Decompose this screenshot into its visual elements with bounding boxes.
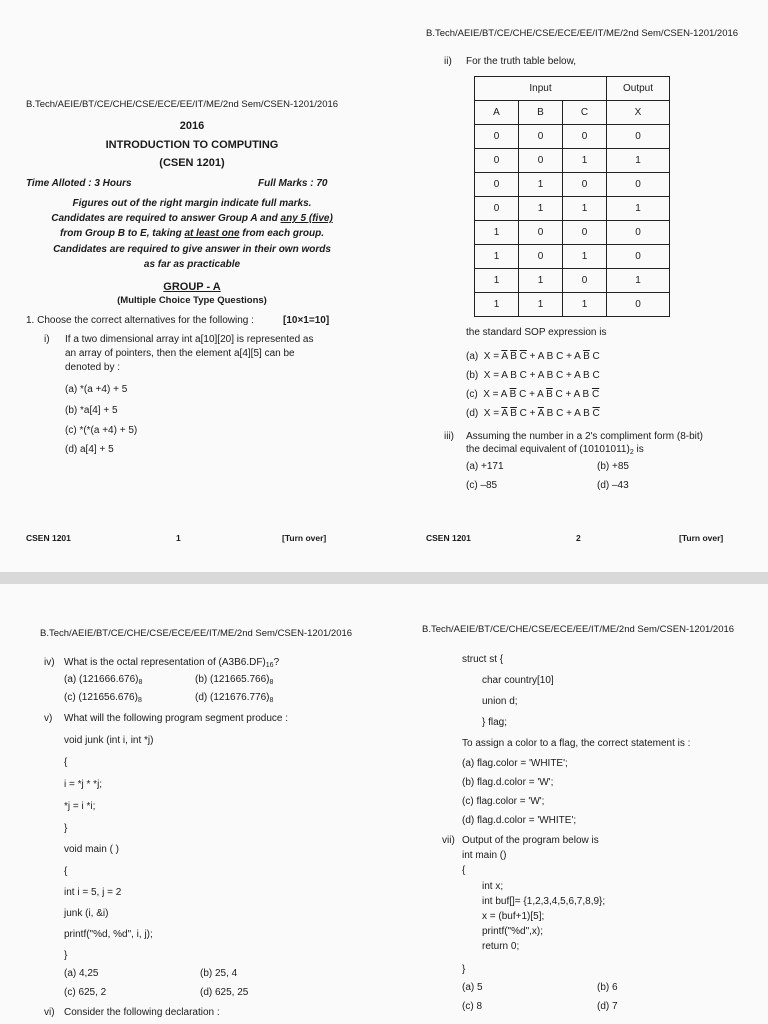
code-line: int i = 5, j = 2	[64, 887, 122, 898]
page-header: B.Tech/AEIE/BT/CE/CHE/CSE/ECE/EE/IT/ME/2nd Sem/CSEN-1201/2016	[26, 99, 339, 110]
footer-turn-over: [Turn over]	[282, 533, 327, 543]
exam-page-1	[0, 0, 384, 572]
exam-page-2	[384, 0, 768, 572]
option-d: (d) a[4] + 5	[65, 444, 114, 455]
table-header: Input	[475, 77, 607, 101]
exam-title: INTRODUCTION TO COMPUTING	[105, 139, 279, 151]
table-row	[475, 77, 670, 101]
course-code: (CSEN 1201)	[159, 157, 225, 169]
table-cell: 1	[563, 197, 607, 221]
option-d: (d) 625, 25	[200, 987, 249, 998]
code-line: {	[64, 757, 68, 768]
table-cell: 0	[563, 173, 607, 197]
table-cell: 1	[563, 149, 607, 173]
table-cell: 0	[475, 173, 519, 197]
code-line: printf("%d",x);	[482, 926, 544, 937]
footer-page-number: 1	[176, 533, 181, 543]
table-cell: 1	[475, 269, 519, 293]
table-row	[475, 149, 670, 173]
question-text: If a two dimensional array int a[10][20] is represented as	[65, 334, 314, 345]
question-number: ii)	[444, 56, 452, 67]
option-b: (b) $(121665.766)_8$	[195, 674, 274, 686]
option-b: (b) X = A B C + A B C + A B C	[466, 370, 600, 381]
table-header: Output	[607, 77, 670, 101]
table-cell: 0	[607, 173, 670, 197]
question-1: 1. Choose the correct alternatives for the following :	[26, 315, 254, 326]
question-number: iv)	[44, 657, 55, 668]
code-line: union d;	[482, 696, 518, 707]
instruction-5: as far as practicable	[143, 259, 241, 270]
time-allotted: Time Alloted : 3 Hours	[26, 178, 132, 189]
table-row	[475, 221, 670, 245]
option-c: (c) X = A $\overline{B}$ C + A $\overline{B}$ C + A B $\overline{C}$	[466, 389, 600, 400]
code-line: void junk (int i, int *j)	[64, 735, 154, 746]
table-cell: 1	[475, 221, 519, 245]
table-row	[475, 245, 670, 269]
table-cell: 1	[519, 293, 563, 317]
code-line: *j = i *i;	[64, 801, 96, 812]
code-line: void main ( )	[64, 844, 120, 855]
option-a: (a) *(a +4) + 5	[65, 384, 128, 395]
footer-page-number: 2	[576, 533, 581, 543]
question-text: Output of the program below is	[462, 835, 599, 846]
option-b: (b) flag.d.color = 'W';	[462, 777, 554, 788]
page-header: B.Tech/AEIE/BT/CE/CHE/CSE/ECE/EE/IT/ME/2nd Sem/CSEN-1201/2016	[422, 624, 735, 635]
code-line: int main ()	[462, 850, 507, 861]
table-cell: 0	[607, 221, 670, 245]
question-text: For the truth table below,	[466, 56, 577, 67]
instruction-3: from Group B to E, taking at least one from each group.	[60, 228, 324, 239]
option-d: (d) $(121676.776)_8$	[195, 692, 274, 704]
table-row	[475, 269, 670, 293]
question-text: an array of pointers, then the element a[4][5] can be	[65, 348, 295, 359]
exam-year: 2016	[179, 120, 205, 132]
question-1-marks: [10×1=10]	[283, 315, 330, 326]
sop-prompt: the standard SOP expression is	[466, 327, 607, 338]
table-cell: 0	[475, 149, 519, 173]
table-cell: 1	[563, 293, 607, 317]
option-a: (a) flag.color = 'WHITE';	[462, 758, 568, 769]
group-heading: GROUP - A	[163, 281, 221, 293]
instruction-2: Candidates are required to answer Group A and any 5 (five)	[51, 213, 333, 224]
page-header: B.Tech/AEIE/BT/CE/CHE/CSE/ECE/EE/IT/ME/2nd Sem/CSEN-1201/2016	[40, 628, 353, 639]
table-cell: 0	[519, 245, 563, 269]
question-text: To assign a color to a flag, the correct statement is :	[462, 738, 691, 749]
table-cell: 0	[607, 245, 670, 269]
table-cell: 0	[519, 125, 563, 149]
footer-code: CSEN 1201	[26, 533, 71, 543]
table-cell: 1	[563, 245, 607, 269]
code-line: return 0;	[482, 941, 520, 952]
option-c: (c) *(*(a +4) + 5)	[65, 425, 138, 436]
table-cell: 0	[519, 221, 563, 245]
column-header: A	[475, 101, 519, 125]
column-header: B	[519, 101, 563, 125]
code-line: }	[64, 823, 68, 834]
question-text: Assuming the number in a 2's compliment form (8-bit)	[466, 431, 703, 442]
option-d: (d) 7	[597, 1001, 618, 1012]
table-cell: 1	[475, 245, 519, 269]
code-line: int x;	[482, 881, 504, 892]
code-line: {	[462, 865, 466, 876]
option-b: (b) 6	[597, 982, 618, 993]
code-line: }	[462, 964, 466, 975]
footer-turn-over: [Turn over]	[679, 533, 724, 543]
option-c: (c) $(121656.676)_8$	[64, 692, 142, 704]
truth-table	[474, 76, 670, 317]
option-c: (c) 625, 2	[64, 987, 107, 998]
table-cell: 0	[563, 269, 607, 293]
table-cell: 0	[563, 221, 607, 245]
question-number: vi)	[44, 1007, 55, 1018]
question-number: v)	[44, 713, 53, 724]
table-cell: 0	[475, 125, 519, 149]
option-c: (c) 8	[462, 1001, 482, 1012]
option-d: (d) flag.d.color = 'WHITE';	[462, 815, 577, 826]
option-c: (c) flag.color = 'W';	[462, 796, 545, 807]
instruction-1: Figures out of the right margin indicate full marks.	[72, 198, 312, 209]
instruction-4: Candidates are required to give answer in their own words	[53, 244, 331, 255]
code-line: junk (i, &i)	[64, 908, 109, 919]
table-cell: 1	[607, 269, 670, 293]
table-cell: 0	[475, 197, 519, 221]
option-a: (a) $X = \overline{A}$ $\overline{B}$ $\overline{C} + A$ B C + A $\overline{B}$ C	[466, 351, 600, 362]
page-header: B.Tech/AEIE/BT/CE/CHE/CSE/ECE/EE/IT/ME/2nd Sem/CSEN-1201/2016	[426, 28, 739, 39]
option-d: (d) –43	[597, 480, 629, 491]
question-text: What is the octal representation of $(A3B6.DF)_{16}$?	[64, 657, 280, 669]
code-line: int buf[]= {1,2,3,4,5,6,7,8,9};	[482, 896, 606, 907]
option-a: (a) 4,25	[64, 968, 99, 979]
table-cell: 1	[475, 293, 519, 317]
table-row	[475, 101, 670, 125]
table-cell: 0	[563, 125, 607, 149]
option-a: (a) +171	[466, 461, 504, 472]
code-line: printf("%d, %d", i, j);	[64, 929, 153, 940]
table-cell: 1	[607, 149, 670, 173]
column-header: C	[563, 101, 607, 125]
full-marks: Full Marks : 70	[258, 178, 328, 189]
question-text: Consider the following declaration :	[64, 1007, 220, 1018]
exam-page-4	[384, 584, 768, 1024]
code-line: i = *j * *j;	[64, 779, 103, 790]
table-cell: 0	[607, 125, 670, 149]
question-text: the decimal equivalent of $(10101011)_2$ is	[466, 444, 644, 456]
table-cell: 1	[519, 269, 563, 293]
question-text: What will the following program segment produce :	[64, 713, 288, 724]
code-line: x = (buf+1)[5];	[482, 911, 545, 922]
option-c: (c) –85	[466, 480, 498, 491]
table-cell: 1	[519, 173, 563, 197]
footer-code: CSEN 1201	[426, 533, 471, 543]
option-b: (b) 25, 4	[200, 968, 238, 979]
question-number: iii)	[444, 431, 454, 442]
option-d: (d) $X = \overline{A}$ $\overline{B}$ $C + \overline{A}$ B C + A B $\overline{C}$	[466, 408, 600, 419]
table-cell: 0	[607, 293, 670, 317]
table-row	[475, 173, 670, 197]
code-line: {	[64, 866, 68, 877]
table-cell: 1	[607, 197, 670, 221]
exam-page-3	[0, 584, 384, 1024]
table-row	[475, 293, 670, 317]
code-line: }	[64, 950, 68, 961]
column-header: X	[607, 101, 670, 125]
option-a: (a) 5	[462, 982, 483, 993]
option-b: (b) +85	[597, 461, 629, 472]
code-line: char country[10]	[482, 675, 554, 686]
table-row	[475, 125, 670, 149]
question-text: denoted by :	[65, 362, 121, 373]
option-a: (a) $(121666.676)_8$	[64, 674, 143, 686]
question-number: i)	[44, 334, 50, 345]
table-cell: 1	[519, 197, 563, 221]
table-cell: 0	[519, 149, 563, 173]
group-subheading: (Multiple Choice Type Questions)	[117, 295, 267, 306]
code-line: } flag;	[482, 717, 508, 728]
code-line: struct st {	[462, 654, 504, 665]
table-row	[475, 197, 670, 221]
question-number: vii)	[442, 835, 455, 846]
option-b: (b) *a[4] + 5	[65, 405, 118, 416]
